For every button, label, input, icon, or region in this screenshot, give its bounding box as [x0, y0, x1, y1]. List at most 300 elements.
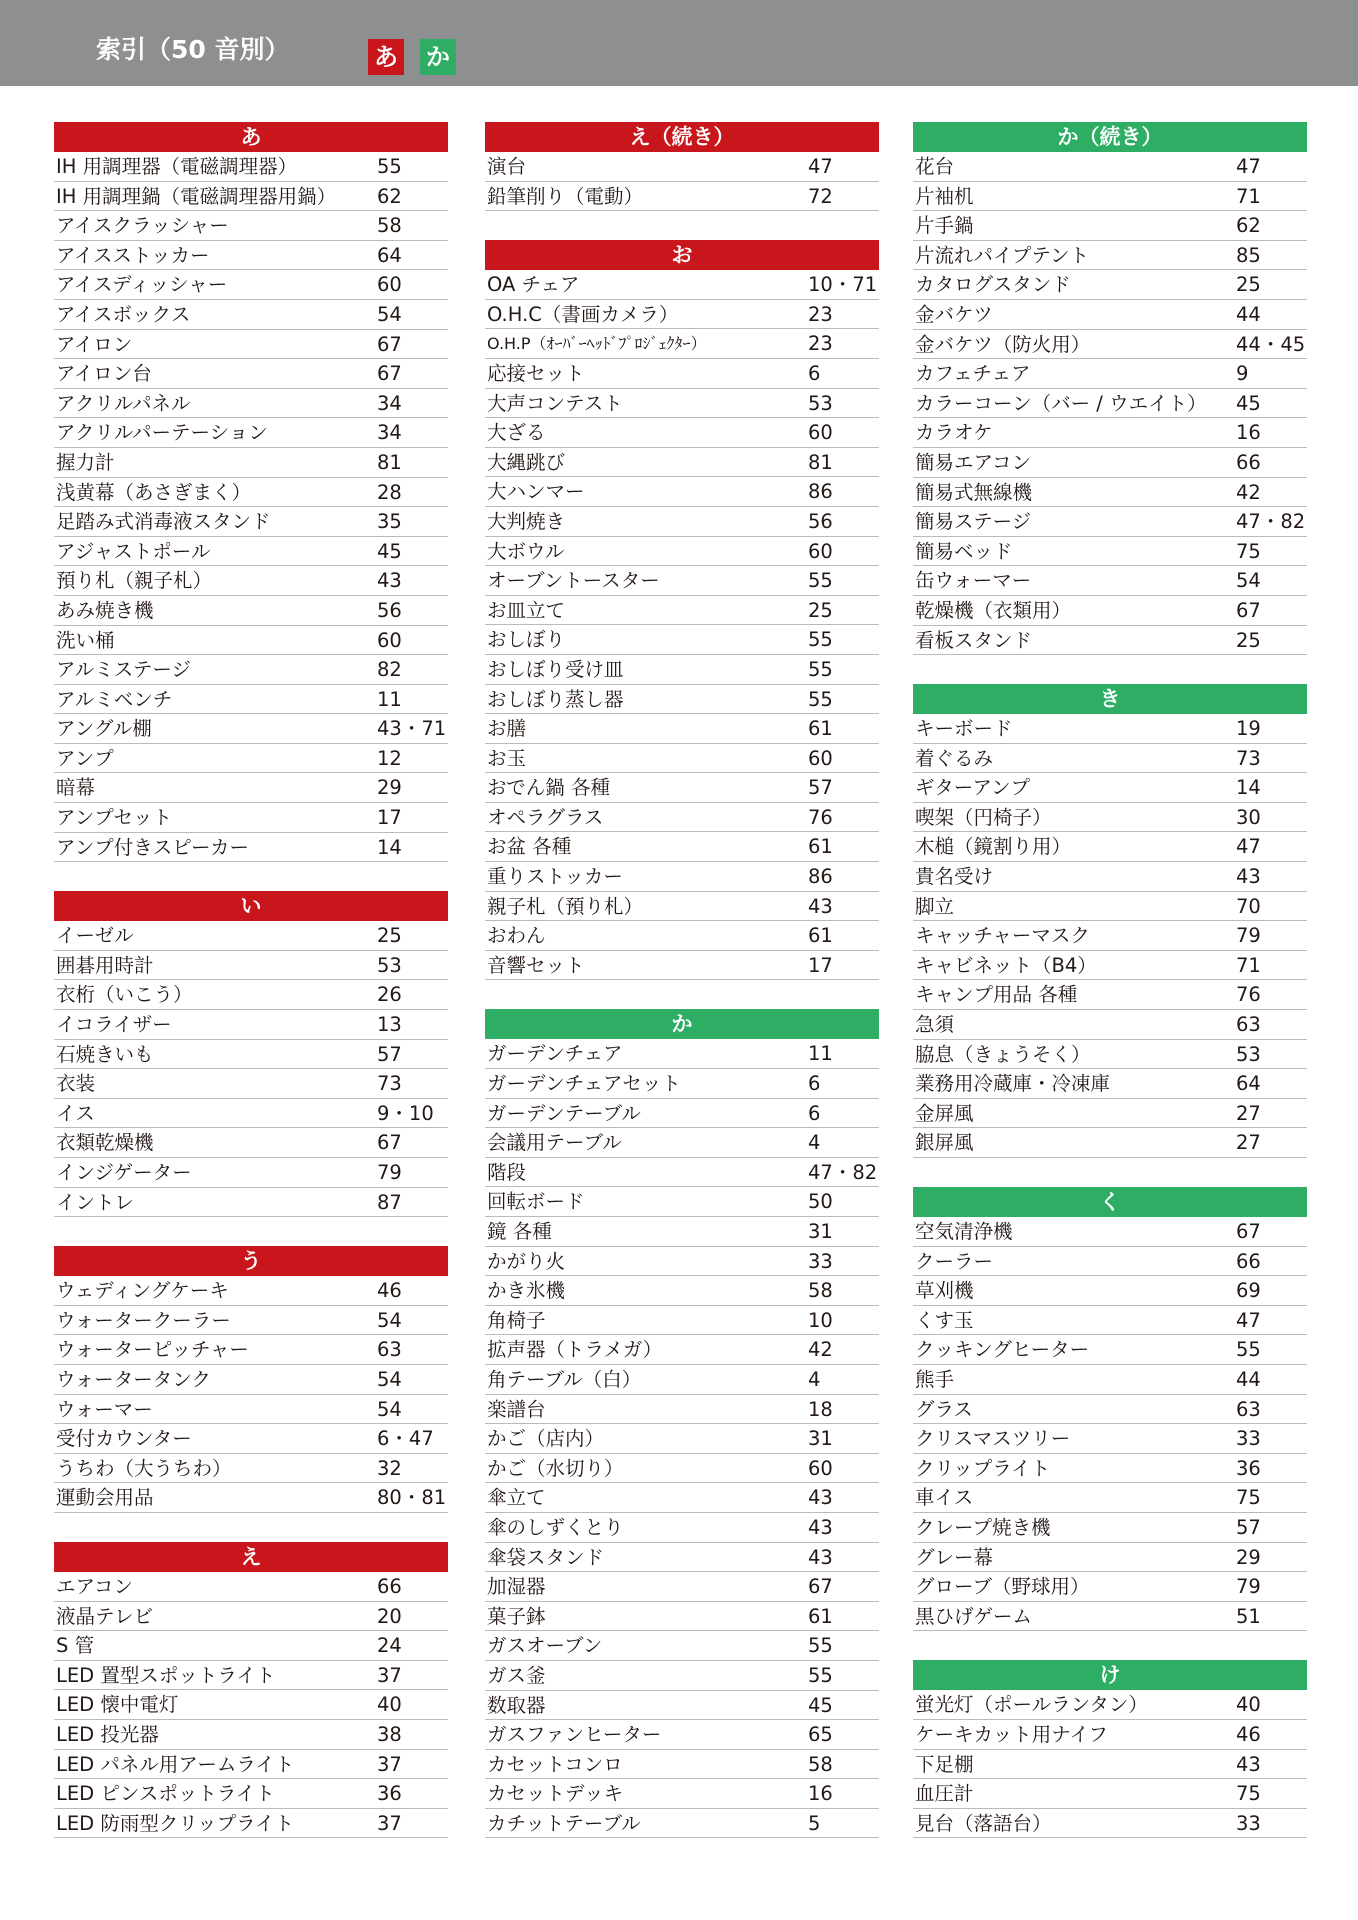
entry-page: 67: [377, 1131, 402, 1155]
entry-name: うちわ（大うちわ）: [56, 1456, 232, 1480]
index-entry: [485, 359, 879, 389]
entry-page: 46: [377, 1279, 402, 1303]
entry-page: 30: [1236, 805, 1261, 829]
header-bar: [0, 0, 1358, 86]
entry-page: 45: [377, 539, 402, 563]
entry-page: 47・82: [808, 1160, 878, 1184]
entry-name: 運動会用品: [56, 1486, 154, 1510]
entry-page: 66: [1236, 1249, 1261, 1273]
index-entry: [54, 1720, 448, 1750]
index-entry: [54, 626, 448, 656]
entry-page: 17: [808, 953, 833, 977]
entry-page: 81: [377, 450, 402, 474]
entry-page: 54: [377, 1397, 402, 1421]
index-entry: [485, 625, 879, 655]
index-entry: [913, 211, 1307, 241]
index-entry: [913, 330, 1307, 360]
index-entry: [485, 1069, 879, 1099]
entry-name: アルミベンチ: [56, 687, 173, 711]
index-entry: [485, 448, 879, 478]
index-entry: [913, 596, 1307, 626]
entry-name: アングル棚: [56, 717, 152, 741]
entry-name: かき氷機: [487, 1279, 566, 1303]
entry-page: 56: [808, 509, 833, 533]
index-entry: [54, 1099, 448, 1129]
index-entry: [913, 862, 1307, 892]
index-entry: [54, 1602, 448, 1632]
entry-name: カタログスタンド: [915, 273, 1071, 297]
entry-name: 傘のしずくとり: [487, 1515, 624, 1539]
entry-page: 67: [1236, 1220, 1261, 1243]
index-entry: [485, 803, 879, 833]
index-entry: [54, 1631, 448, 1661]
entry-name: 囲碁用時計: [56, 953, 154, 977]
index-entry: [913, 951, 1307, 981]
index-entry: [54, 1395, 448, 1425]
entry-name: O.H.C（書画カメラ）: [487, 302, 679, 326]
index-entry: [485, 270, 879, 300]
kana-badge-a: あ: [368, 39, 404, 75]
index-entry: [485, 744, 879, 774]
index-entry: [913, 1543, 1307, 1573]
entry-page: 58: [808, 1752, 833, 1776]
entry-name: 親子札（預り札）: [487, 894, 644, 918]
entry-name: 液晶テレビ: [56, 1604, 154, 1628]
index-entry: [485, 1602, 879, 1632]
index-entry: [485, 1276, 879, 1306]
entry-name: アルミステージ: [56, 658, 191, 682]
entry-page: 47: [1236, 835, 1261, 859]
entry-name: 暗幕: [56, 776, 96, 800]
index-entry: [54, 1483, 448, 1513]
index-entry: [913, 1572, 1307, 1602]
entry-page: 85: [1236, 243, 1261, 267]
entry-page: 43: [1236, 865, 1261, 889]
entry-name: 預り札（親子札）: [56, 569, 213, 593]
entry-name: アクリルパーテーション: [56, 421, 268, 445]
entry-page: 51: [1236, 1604, 1261, 1628]
entry-page: 17: [377, 806, 402, 830]
index-entry: [54, 182, 448, 212]
entry-page: 71: [1236, 953, 1261, 977]
index-entry: [485, 862, 879, 892]
entry-page: 62: [377, 184, 402, 208]
index-entry: [913, 1690, 1307, 1720]
entry-name: 加湿器: [487, 1575, 546, 1599]
entry-page: 10・71: [808, 273, 878, 297]
index-entry: [485, 1513, 879, 1543]
entry-page: 26: [377, 983, 402, 1007]
entry-name: 傘立て: [487, 1486, 546, 1510]
entry-name: おでん鍋 各種: [487, 776, 611, 800]
entry-page: 47: [1236, 155, 1261, 178]
index-entry: [485, 1809, 879, 1839]
kana-badge-ka: か: [420, 39, 456, 75]
entry-name: 石焼きいも: [56, 1042, 154, 1066]
entry-name: IH 用調理鍋（電磁調理器用鍋）: [56, 184, 337, 208]
index-entry: [485, 832, 879, 862]
index-entry: [54, 714, 448, 744]
index-section: [913, 1660, 1307, 1838]
index-column-1: [54, 122, 448, 1867]
entry-page: 56: [377, 598, 402, 622]
index-entry: [485, 418, 879, 448]
entry-page: 63: [377, 1338, 402, 1362]
index-entry: [54, 1335, 448, 1365]
index-entry: [485, 1158, 879, 1188]
entry-page: 58: [808, 1279, 833, 1303]
index-entry: [485, 655, 879, 685]
entry-name: 衣装: [56, 1072, 96, 1096]
entry-page: 60: [808, 746, 833, 770]
entry-name: ウォーマー: [56, 1397, 153, 1421]
entry-name: 熊手: [915, 1367, 955, 1391]
entry-name: 缶ウォーマー: [915, 569, 1032, 593]
entry-page: 69: [1236, 1279, 1261, 1303]
index-section: [54, 1542, 448, 1838]
index-entry: [54, 833, 448, 863]
entry-page: 47・82: [1236, 510, 1306, 534]
index-entry: [485, 507, 879, 537]
index-entry: [485, 300, 879, 330]
index-entry: [485, 1661, 879, 1691]
entry-name: アンプ: [56, 746, 114, 770]
entry-name: ガスファンヒーター: [487, 1723, 662, 1747]
entry-name: ウォータークーラー: [56, 1308, 231, 1332]
index-entry: [913, 832, 1307, 862]
index-entry: [54, 980, 448, 1010]
entry-name: 階段: [487, 1160, 527, 1184]
index-entry: [913, 1276, 1307, 1306]
entry-page: 33: [1236, 1427, 1261, 1451]
index-entry: [913, 241, 1307, 271]
index-entry: [485, 566, 879, 596]
entry-page: 35: [377, 510, 402, 534]
index-entry: [54, 596, 448, 626]
entry-name: クーラー: [915, 1249, 994, 1273]
entry-name: かご（水切り）: [487, 1456, 624, 1480]
index-entry: [913, 626, 1307, 656]
entry-page: 66: [1236, 450, 1261, 474]
entry-page: 6: [808, 1072, 821, 1096]
entry-name: LED パネル用アームライト: [56, 1752, 295, 1776]
index-entry: [485, 537, 879, 567]
index-entry: [913, 1424, 1307, 1454]
index-entry: [913, 892, 1307, 922]
index-section: [913, 1187, 1307, 1631]
index-entry: [913, 270, 1307, 300]
entry-name: 脚立: [915, 894, 955, 918]
entry-page: 25: [1236, 628, 1261, 652]
entry-name: 鉛筆削り（電動）: [487, 184, 644, 208]
entry-page: 37: [377, 1811, 402, 1835]
entry-name: 重りストッカー: [487, 865, 623, 889]
entry-page: 76: [1236, 983, 1261, 1007]
index-entry: [485, 951, 879, 981]
index-entry: [54, 1276, 448, 1306]
entry-page: 61: [808, 1604, 833, 1628]
entry-name: ガーデンチェアセット: [487, 1072, 681, 1096]
entry-name: アイスディッシャー: [56, 273, 228, 297]
index-entry: [54, 507, 448, 537]
section-header: え（続き）: [485, 122, 879, 152]
entry-page: 32: [377, 1456, 402, 1480]
index-entry: [913, 1809, 1307, 1839]
section-header: か: [485, 1009, 879, 1039]
entry-name: お玉: [487, 746, 527, 770]
entry-page: 64: [1236, 1072, 1261, 1096]
entry-name: LED 投光器: [56, 1722, 159, 1746]
entry-name: 空気清浄機: [915, 1220, 1013, 1243]
entry-page: 79: [1236, 1575, 1261, 1599]
index-entry: [485, 1128, 879, 1158]
entry-name: ガス釜: [487, 1663, 546, 1687]
index-entry: [913, 182, 1307, 212]
entry-page: 28: [377, 480, 402, 504]
entry-page: 13: [377, 1013, 402, 1037]
entry-name: 大ざる: [487, 421, 546, 445]
index-entry: [54, 566, 448, 596]
entry-page: 86: [808, 480, 833, 504]
entry-name: アンプセット: [56, 806, 173, 830]
entry-page: 55: [808, 1634, 833, 1658]
entry-name: 金バケツ: [915, 302, 993, 326]
section-header: い: [54, 891, 448, 921]
entry-name: 鏡 各種: [487, 1220, 552, 1243]
entry-page: 43: [1236, 1752, 1261, 1776]
index-entry: [485, 714, 879, 744]
index-column-3: [913, 122, 1307, 1867]
entry-name: 金屏風: [915, 1101, 974, 1125]
entry-name: かご（店内）: [487, 1427, 605, 1451]
entry-page: 46: [1236, 1722, 1261, 1746]
entry-page: 61: [808, 717, 833, 741]
index-entry: [54, 1454, 448, 1484]
entry-page: 86: [808, 865, 833, 889]
index-entry: [913, 1365, 1307, 1395]
entry-page: 42: [808, 1338, 833, 1362]
entry-page: 20: [377, 1604, 402, 1628]
index-entry: [485, 1247, 879, 1277]
entry-name: カチットテーブル: [487, 1811, 641, 1835]
entry-name: キャンプ用品 各種: [915, 983, 1078, 1007]
index-entry: [485, 921, 879, 951]
index-entry: [485, 1543, 879, 1573]
entry-page: 43: [808, 1515, 833, 1539]
entry-page: 14: [377, 835, 402, 859]
index-entry: [913, 1335, 1307, 1365]
entry-page: 70: [1236, 894, 1261, 918]
entry-page: 25: [1236, 273, 1261, 297]
entry-page: 76: [808, 805, 833, 829]
entry-name: ウォータータンク: [56, 1367, 211, 1391]
entry-page: 6: [808, 361, 821, 385]
entry-page: 63: [1236, 1013, 1261, 1037]
index-entry: [54, 241, 448, 271]
index-entry: [54, 1128, 448, 1158]
entry-name: お盆 各種: [487, 835, 572, 859]
index-entry: [54, 1424, 448, 1454]
entry-page: 29: [377, 776, 402, 800]
entry-name: 大声コンテスト: [487, 391, 623, 415]
entry-page: 40: [1236, 1693, 1261, 1717]
entry-page: 44: [1236, 302, 1261, 326]
index-entry: [485, 1424, 879, 1454]
entry-name: グラス: [915, 1397, 973, 1421]
entry-page: 4: [808, 1131, 821, 1155]
section-header: く: [913, 1187, 1307, 1217]
index-entry: [54, 270, 448, 300]
index-entry: [913, 448, 1307, 478]
index-section: [913, 122, 1307, 655]
entry-page: 36: [1236, 1456, 1261, 1480]
index-entry: [913, 1513, 1307, 1543]
entry-name: LED 置型スポットライト: [56, 1663, 276, 1687]
entry-page: 16: [1236, 421, 1261, 445]
entry-name: 音響セット: [487, 953, 585, 977]
entry-page: 14: [1236, 776, 1261, 800]
entry-page: 50: [808, 1190, 833, 1214]
entry-name: 大ボウル: [487, 539, 565, 563]
entry-name: 見台（落語台）: [915, 1811, 1052, 1835]
index-entry: [913, 1306, 1307, 1336]
index-entry: [485, 1187, 879, 1217]
index-entry: [913, 1395, 1307, 1425]
entry-page: 82: [377, 658, 402, 682]
entry-page: 5: [808, 1811, 821, 1835]
entry-page: 87: [377, 1190, 402, 1214]
entry-page: 57: [808, 776, 833, 800]
entry-page: 38: [377, 1722, 402, 1746]
entry-name: エアコン: [56, 1574, 134, 1598]
entry-name: 拡声器（トラメガ）: [487, 1338, 663, 1362]
entry-page: 53: [1236, 1042, 1261, 1066]
entry-page: 31: [808, 1220, 833, 1243]
entry-name: グローブ（野球用）: [915, 1575, 1090, 1599]
entry-name: お皿立て: [487, 598, 566, 622]
index-entry: [54, 1690, 448, 1720]
entry-name: 衣類乾燥機: [56, 1131, 154, 1155]
index-section: [485, 122, 879, 211]
index-entry: [913, 1602, 1307, 1632]
entry-page: 34: [377, 421, 402, 445]
index-entry: [54, 744, 448, 774]
entry-name: 握力計: [56, 450, 115, 474]
index-entry: [913, 1483, 1307, 1513]
entry-page: 25: [377, 924, 402, 948]
index-entry: [485, 477, 879, 507]
entry-name: おわん: [487, 924, 546, 948]
entry-page: 79: [1236, 924, 1261, 948]
entry-name: 大縄跳び: [487, 450, 566, 474]
index-entry: [913, 1069, 1307, 1099]
entry-page: 53: [808, 391, 833, 415]
index-entry: [913, 566, 1307, 596]
index-entry: [54, 685, 448, 715]
entry-page: 63: [1236, 1397, 1261, 1421]
entry-name: カセットデッキ: [487, 1782, 624, 1806]
entry-name: 角テーブル（白）: [487, 1367, 642, 1391]
entry-name: 簡易ステージ: [915, 510, 1032, 534]
entry-name: アイスボックス: [56, 302, 191, 326]
index-entry: [54, 1306, 448, 1336]
entry-page: 54: [377, 1367, 402, 1391]
entry-page: 81: [808, 450, 833, 474]
index-entry: [485, 152, 879, 182]
index-entry: [54, 773, 448, 803]
index-entry: [485, 389, 879, 419]
index-entry: [54, 803, 448, 833]
entry-page: 11: [377, 687, 402, 711]
section-header: お: [485, 240, 879, 270]
entry-page: 61: [808, 835, 833, 859]
entry-name: 黒ひげゲーム: [915, 1604, 1033, 1628]
entry-page: 60: [808, 539, 833, 563]
entry-page: 54: [377, 1308, 402, 1332]
index-entry: [485, 1395, 879, 1425]
entry-page: 55: [808, 657, 833, 681]
entry-page: 34: [377, 391, 402, 415]
entry-page: 9: [1236, 362, 1249, 386]
index-entry: [485, 1631, 879, 1661]
entry-page: 57: [1236, 1515, 1261, 1539]
entry-name: 応接セット: [487, 361, 585, 385]
index-entry: [485, 1454, 879, 1484]
entry-name: 浅黄幕（あさぎまく）: [56, 480, 252, 504]
entry-name: 楽譜台: [487, 1397, 546, 1421]
entry-page: 33: [1236, 1811, 1261, 1835]
index-entry: [54, 1069, 448, 1099]
index-entry: [54, 1040, 448, 1070]
entry-name: 蛍光灯（ポールランタン）: [915, 1693, 1148, 1717]
entry-name: 数取器: [487, 1693, 546, 1717]
entry-page: 79: [377, 1161, 402, 1184]
index-entry: [913, 1750, 1307, 1780]
index-entry: [913, 1720, 1307, 1750]
index-section: [54, 122, 448, 862]
entry-page: 27: [1236, 1101, 1261, 1125]
index-entry: [485, 1483, 879, 1513]
index-entry: [913, 152, 1307, 182]
entry-name: カフェチェア: [915, 362, 1031, 386]
index-entry: [913, 1454, 1307, 1484]
entry-name: オペラグラス: [487, 805, 604, 829]
entry-page: 37: [377, 1663, 402, 1687]
entry-name: 足踏み式消毒液スタンド: [56, 510, 271, 534]
entry-name: アイロン台: [56, 362, 152, 386]
index-entry: [54, 1809, 448, 1839]
entry-name: 貴名受け: [915, 865, 994, 889]
entry-name: カラーコーン（バー / ウエイト）: [915, 391, 1207, 415]
index-entry: [485, 1750, 879, 1780]
index-entry: [485, 1335, 879, 1365]
entry-name: OA チェア: [487, 273, 580, 297]
entry-name: 下足棚: [915, 1752, 974, 1776]
index-entry: [485, 1217, 879, 1247]
entry-name: 簡易エアコン: [915, 450, 1032, 474]
index-entry: [485, 1720, 879, 1750]
entry-name: LED ピンスポットライト: [56, 1782, 275, 1806]
entry-page: 58: [377, 214, 402, 238]
entry-name: 洗い桶: [56, 628, 115, 652]
entry-page: 33: [808, 1249, 833, 1273]
entry-page: 25: [808, 598, 833, 622]
entry-name: アイスクラッシャー: [56, 214, 229, 238]
entry-page: 65: [808, 1723, 833, 1747]
entry-page: 73: [1236, 746, 1261, 770]
index-entry: [54, 359, 448, 389]
index-entry: [913, 803, 1307, 833]
